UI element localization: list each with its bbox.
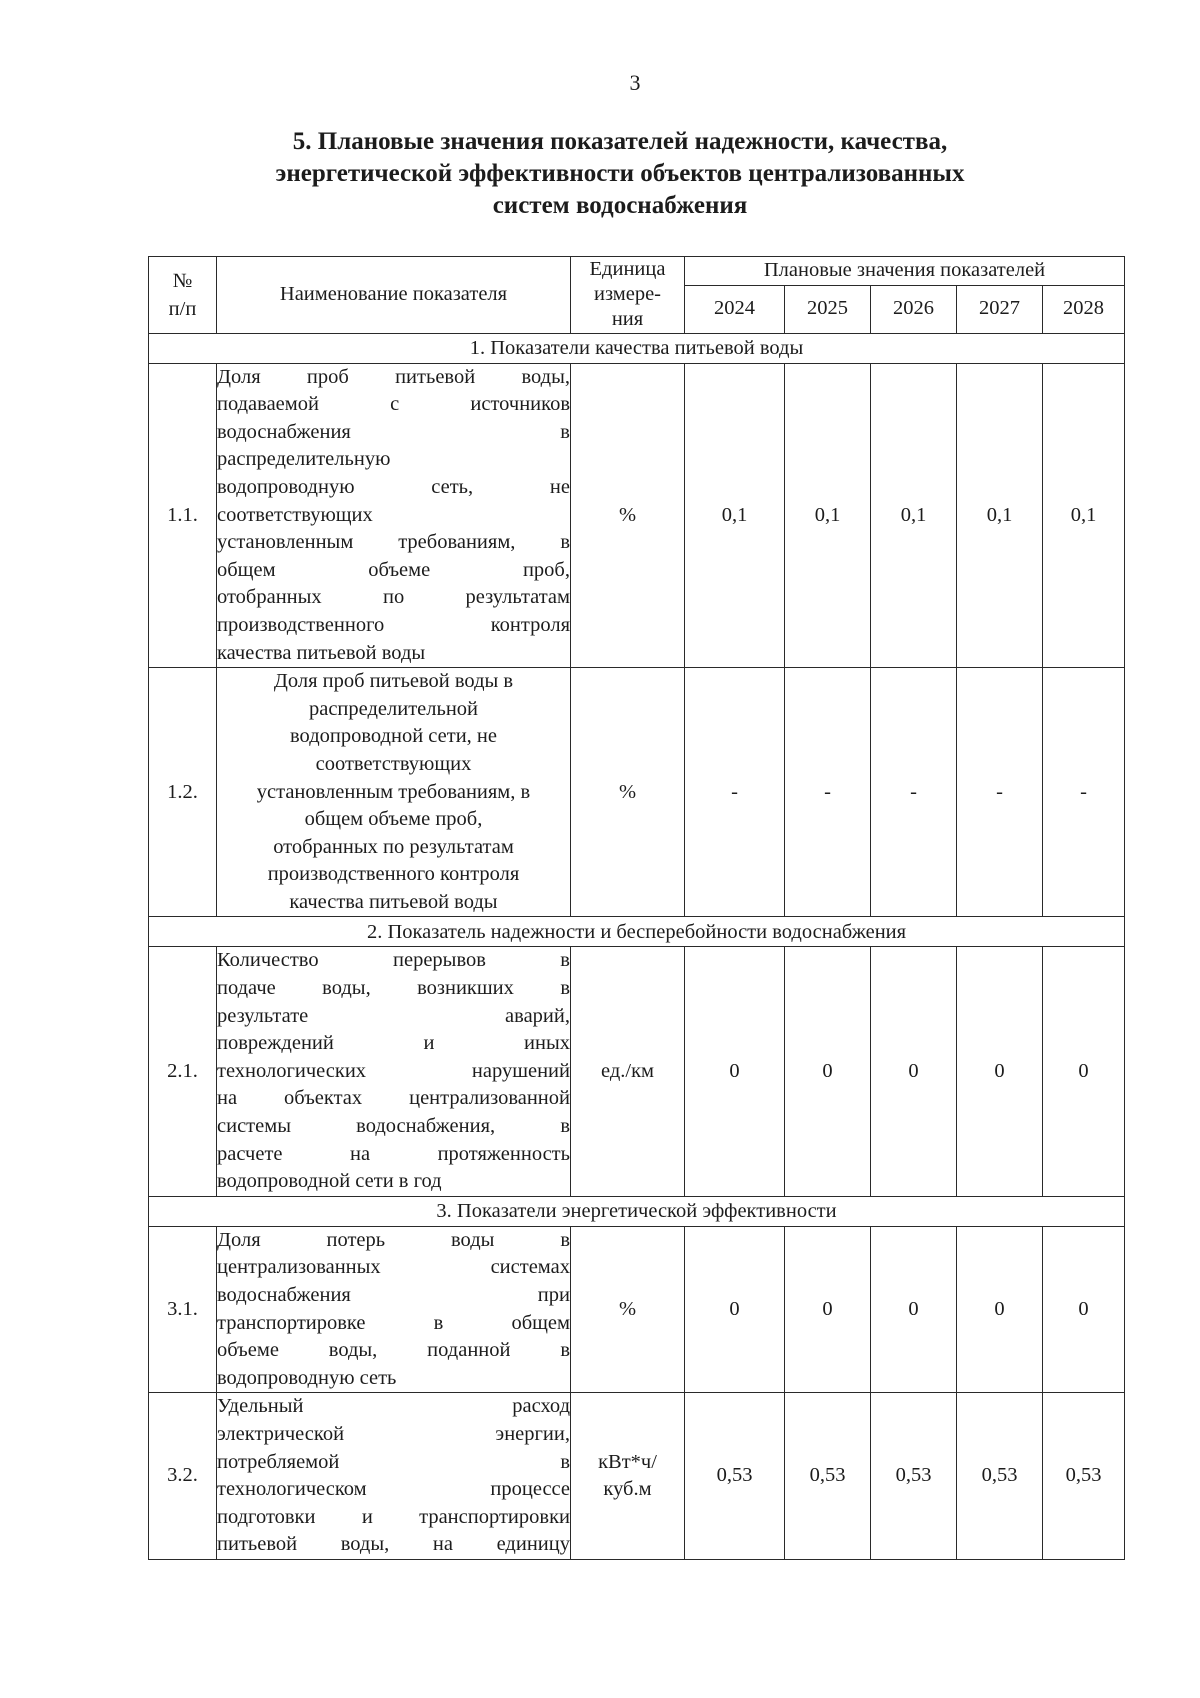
indicators-table — [148, 256, 1125, 1560]
indicator-name-line: Доля проб питьевой воды в — [273, 670, 514, 693]
indicator-name — [217, 668, 571, 917]
value-cell: 0,1 — [871, 363, 957, 668]
header-name: Наименование показателя — [217, 257, 571, 334]
header-year: 2027 — [957, 285, 1043, 333]
indicator-name-line: качества питьевой воды — [289, 890, 498, 913]
unit-cell: % — [571, 668, 685, 917]
indicator-name-line: питьевой воды, на единицу — [217, 1533, 570, 1556]
indicator-name-line: Количество перерывов в — [217, 949, 570, 972]
indicator-name — [217, 947, 571, 1196]
value-cell: 0 — [1043, 947, 1125, 1196]
unit-cell: % — [571, 1226, 685, 1393]
value-cell: 0 — [785, 1226, 871, 1393]
title-line: энергетической эффективности объектов централизованных — [275, 160, 965, 187]
value-cell: 0 — [871, 947, 957, 1196]
value-cell: 0,53 — [871, 1393, 957, 1560]
value-cell: 0,1 — [957, 363, 1043, 668]
page-number: 3 — [629, 70, 641, 95]
document-title — [150, 126, 1090, 222]
row-number: 1.1. — [149, 363, 217, 668]
section-title: 1. Показатели качества питьевой воды — [149, 333, 1125, 363]
header-year: 2025 — [785, 285, 871, 333]
indicator-name-line: производственного контроля — [267, 863, 520, 886]
indicator-name-line: отобранных по результатам — [273, 835, 514, 858]
value-cell: 0,53 — [685, 1393, 785, 1560]
indicator-name-line: водопроводной сети, не — [290, 725, 497, 748]
indicator-name-line: общем объеме проб, — [304, 808, 483, 831]
section-title: 3. Показатели энергетической эффективности — [149, 1196, 1125, 1226]
value-cell: 0 — [785, 947, 871, 1196]
indicator-name-line: системы водоснабжения, в — [217, 1115, 570, 1138]
value-cell: - — [871, 668, 957, 917]
indicator-name-line: распределительной — [308, 697, 479, 720]
indicator-name-line: электрической энергии, — [217, 1422, 570, 1445]
value-cell: - — [785, 668, 871, 917]
indicator-name-line: на объектах централизованной — [217, 1087, 570, 1110]
indicator-name-line: установленным требованиям, в — [217, 531, 570, 554]
indicator-name-line: установленным требованиям, в — [256, 780, 531, 803]
section-header-row — [149, 1196, 1125, 1226]
indicator-name-line: качества питьевой воды — [217, 641, 426, 664]
unit-cell: % — [571, 363, 685, 668]
table-row — [149, 363, 1125, 668]
indicator-name-line: общем объеме проб, — [217, 558, 570, 581]
table-row — [149, 668, 1125, 917]
value-cell: - — [685, 668, 785, 917]
header-num: № п/п — [149, 257, 217, 334]
title-line: 5. Плановые значения показателей надежности, качества, — [292, 128, 948, 155]
value-cell: 0,53 — [957, 1393, 1043, 1560]
indicator-name-line: соответствующих — [217, 503, 373, 526]
unit-cell: кВт*ч/ куб.м — [571, 1393, 685, 1560]
table-row — [149, 947, 1125, 1196]
row-number: 3.1. — [149, 1226, 217, 1393]
value-cell: 0 — [957, 947, 1043, 1196]
header-plan-values: Плановые значения показателей — [685, 257, 1125, 286]
indicator-name-line: Доля потерь воды в — [217, 1228, 570, 1251]
indicator-name-line: отобранных по результатам — [217, 586, 570, 609]
indicator-name-line: водопроводную сеть — [217, 1366, 397, 1389]
indicator-name-line: водопроводную сеть, не — [217, 475, 570, 498]
value-cell: 0,53 — [1043, 1393, 1125, 1560]
indicator-name-line: производственного контроля — [217, 613, 570, 636]
value-cell: 0,1 — [685, 363, 785, 668]
table-row — [149, 1226, 1125, 1393]
value-cell: 0,1 — [1043, 363, 1125, 668]
table-row — [149, 1393, 1125, 1560]
header-year: 2026 — [871, 285, 957, 333]
indicator-name-line: результате аварий, — [217, 1004, 570, 1027]
section-header-row — [149, 333, 1125, 363]
row-number: 2.1. — [149, 947, 217, 1196]
indicator-name-line: соответствующих — [315, 752, 472, 775]
unit-cell: ед./км — [571, 947, 685, 1196]
value-cell: 0 — [957, 1226, 1043, 1393]
indicator-name-line: подаче воды, возникших в — [217, 977, 570, 1000]
indicator-name-line: потребляемой в — [217, 1450, 570, 1473]
indicator-name-line: расчете на протяженность — [217, 1142, 570, 1165]
value-cell: 0,1 — [785, 363, 871, 668]
indicator-name-line: водоснабжения в — [217, 420, 570, 443]
title-line: систем водоснабжения — [492, 192, 748, 219]
indicator-name-line: централизованных системах — [217, 1256, 570, 1279]
header-unit: Единица измере- ния — [571, 257, 685, 334]
value-cell: 0 — [871, 1226, 957, 1393]
value-cell: - — [957, 668, 1043, 917]
indicator-name-line: транспортировке в общем — [217, 1311, 570, 1334]
indicator-name-line: повреждений и иных — [217, 1032, 570, 1055]
value-cell: 0 — [1043, 1226, 1125, 1393]
indicator-name-line: подготовки и транспортировки — [217, 1505, 570, 1528]
value-cell: - — [1043, 668, 1125, 917]
indicator-name — [217, 1393, 571, 1560]
indicator-name-line: водопроводной сети в год — [217, 1170, 442, 1193]
indicator-name-line: Доля проб питьевой воды, — [217, 365, 570, 388]
indicator-name-line: распределительную — [217, 448, 391, 471]
indicator-name-line: подаваемой с источников — [217, 393, 570, 416]
row-number: 3.2. — [149, 1393, 217, 1560]
indicator-name — [217, 363, 571, 668]
value-cell: 0 — [685, 1226, 785, 1393]
indicator-name-line: Удельный расход — [217, 1395, 570, 1418]
value-cell: 0,53 — [785, 1393, 871, 1560]
row-number: 1.2. — [149, 668, 217, 917]
header-year: 2024 — [685, 285, 785, 333]
indicator-name-line: технологических нарушений — [217, 1059, 570, 1082]
indicator-name-line: технологическом процессе — [217, 1478, 570, 1501]
indicator-name-line: объеме воды, поданной в — [217, 1339, 570, 1362]
section-title: 2. Показатель надежности и бесперебойности водоснабжения — [149, 917, 1125, 947]
section-header-row — [149, 917, 1125, 947]
header-year: 2028 — [1043, 285, 1125, 333]
indicator-name-line: водоснабжения при — [217, 1284, 570, 1306]
indicator-name — [217, 1226, 571, 1393]
value-cell: 0 — [685, 947, 785, 1196]
